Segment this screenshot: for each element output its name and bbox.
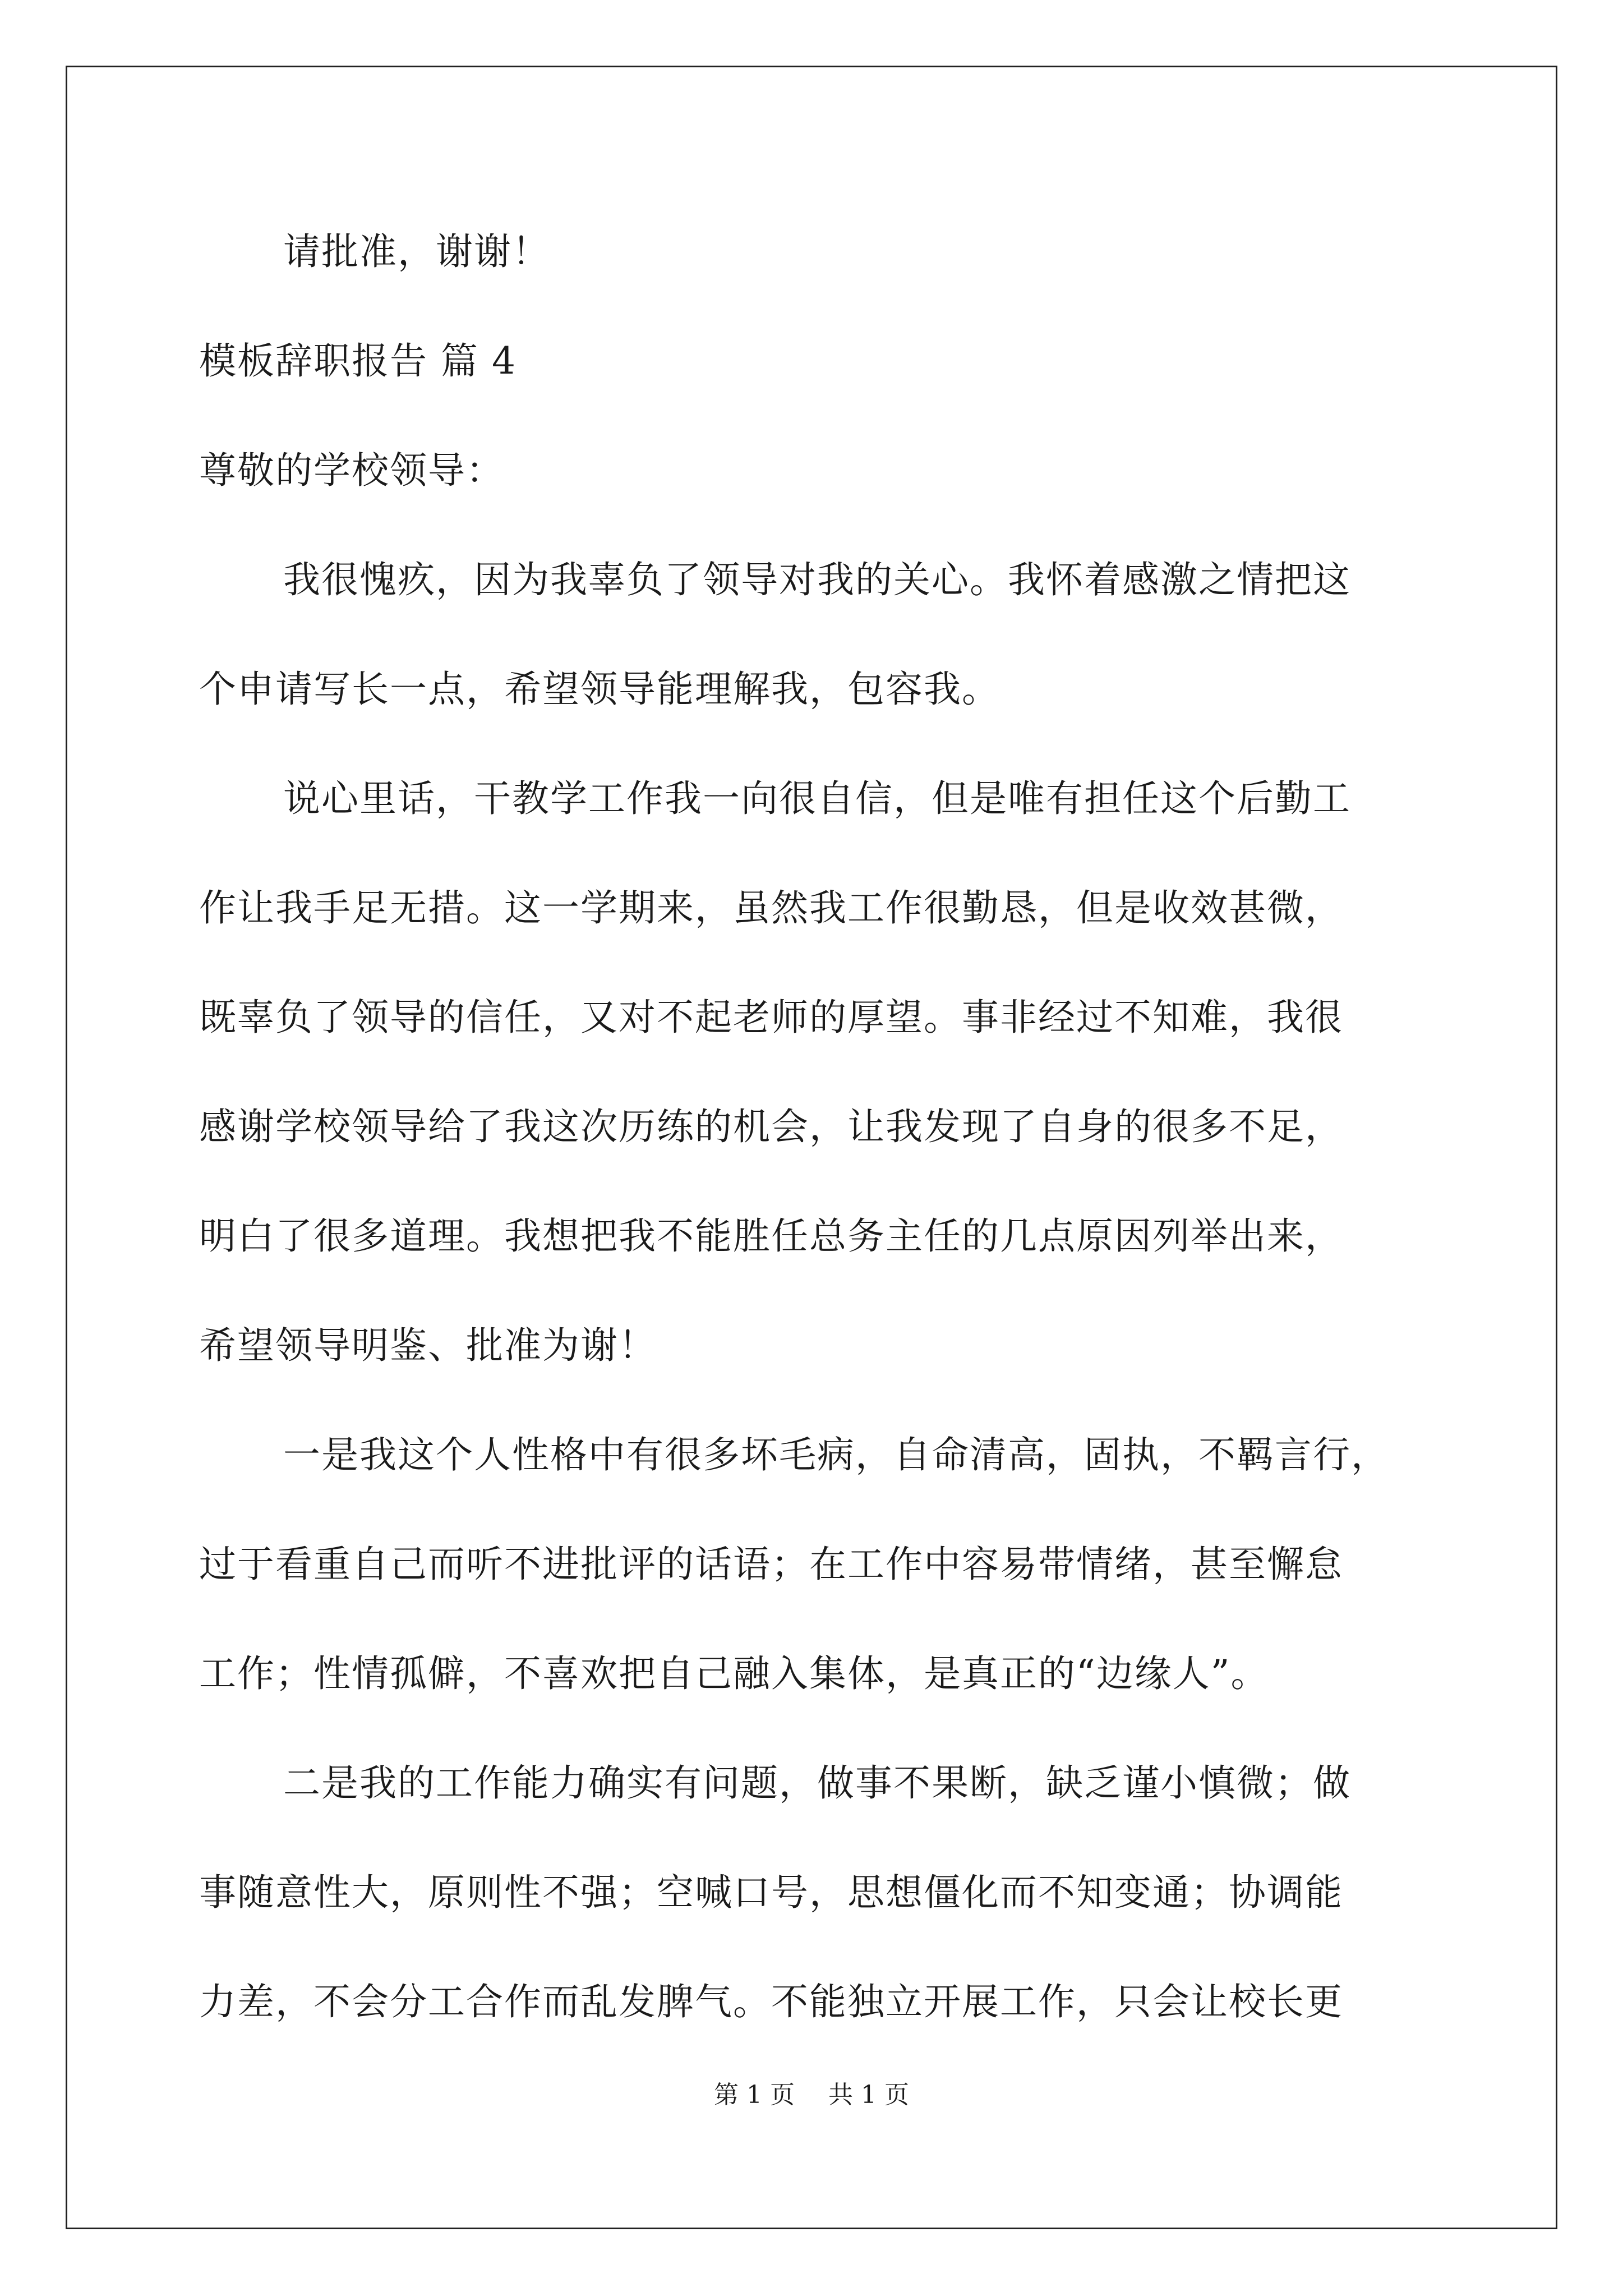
body-line: 一是我这个人性格中有很多坏毛病，自命清高，固执，不羁言行， xyxy=(283,1433,1389,1476)
body-line: 过于看重自己而听不进批评的话语；在工作中容易带情绪，甚至懈怠 xyxy=(199,1543,1343,1586)
body-line: 个申请写长一点，希望领导能理解我，包容我。 xyxy=(199,668,1000,711)
page-number: 第 1 页 xyxy=(714,2081,795,2109)
closing-line: 请批准，谢谢！ xyxy=(283,230,550,273)
body-line: 二是我的工作能力确实有问题，做事不果断，缺乏谨小慎微；做 xyxy=(283,1761,1351,1805)
body-line: 作让我手足无措。这一学期来，虽然我工作很勤恳，但是收效甚微， xyxy=(199,886,1343,930)
body-line: 工作；性情孤僻，不喜欢把自己融入集体，是真正的“边缘人”。 xyxy=(199,1652,1269,1695)
body-line: 事随意性大，原则性不强；空喊口号，思想僵化而不知变通；协调能 xyxy=(199,1871,1343,1914)
section-heading: 模板辞职报告 篇 4 xyxy=(199,339,517,383)
body-line: 力差，不会分工合作而乱发脾气。不能独立开展工作，只会让校长更 xyxy=(199,1980,1343,2023)
page-footer xyxy=(0,2083,1623,2108)
body-line: 感谢学校领导给了我这次历练的机会，让我发现了自身的很多不足， xyxy=(199,1105,1343,1148)
salutation: 尊敬的学校领导： xyxy=(199,449,504,492)
body-line: 希望领导明鉴、批准为谢！ xyxy=(199,1324,657,1367)
body-line: 明白了很多道理。我想把我不能胜任总务主任的几点原因列举出来， xyxy=(199,1214,1343,1258)
body-line: 既辜负了领导的信任，又对不起老师的厚望。事非经过不知难，我很 xyxy=(199,996,1343,1039)
body-line: 我很愧疚，因为我辜负了领导对我的关心。我怀着感激之情把这 xyxy=(283,558,1351,601)
body-line: 说心里话，干教学工作我一向很自信，但是唯有担任这个后勤工 xyxy=(283,777,1351,820)
page-total: 共 1 页 xyxy=(828,2081,909,2109)
